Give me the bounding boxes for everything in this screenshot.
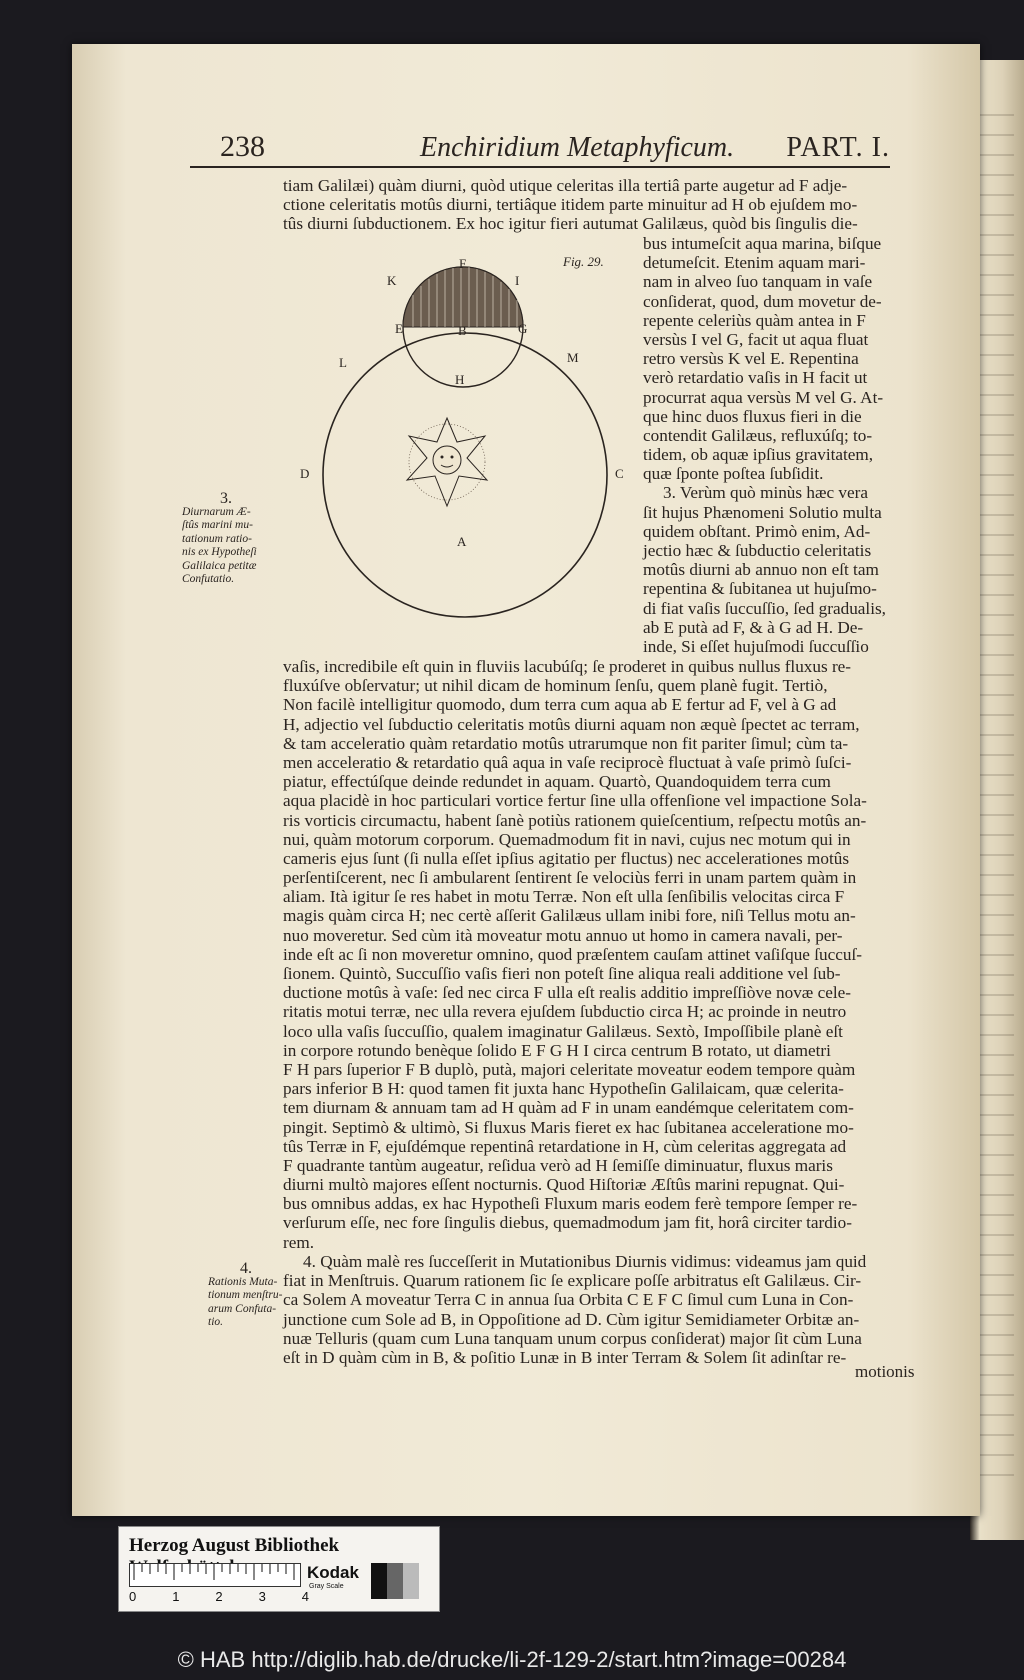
label-K: K — [387, 273, 397, 288]
text-line: cameris ejus ſunt (ſi nulla eſſet ipſius agitatio per fluctus) nec accelerationes motûs — [283, 848, 850, 868]
adjacent-page-text — [980, 100, 1014, 1480]
text-line: 4. Quàm malè res ſucceſſerit in Mutationibus Diurnis vidimus: videamus jam quid — [303, 1252, 867, 1271]
label-G: G — [518, 321, 528, 336]
sun-icon — [407, 418, 487, 506]
tick-label: 0 — [129, 1589, 137, 1604]
margin-note-line: Diurnarum Æ- — [182, 505, 251, 518]
text-line: verſurum eſſe, nec fore ſingulis diebus, quemadmodum jam fit, horâ circiter tardio- — [283, 1213, 852, 1233]
text-line: que hinc duos fluxus fieri in die — [643, 406, 862, 426]
annual-orbit-circle — [323, 333, 607, 617]
label-E: E — [395, 321, 403, 336]
text-line: jectio hæc & ſubductio celeritatis — [643, 541, 872, 560]
text-line: ctione celeritatis motûs diurni, tertiâque itidem parte minuitur ad H ob ejuſdem mo- — [283, 195, 858, 215]
text-line: F H pars ſuperior F B duplò, putà, majori celeritate moveatur eodem tempore quàm — [283, 1059, 856, 1079]
text-line: retro versùs K vel E. Repentina — [643, 349, 859, 369]
text-line: magis quàm circa H; nec certè aſſerit Galilæus ullam inibi fore, niſi Tellus motu an- — [283, 906, 856, 926]
text-line: tidem, ob aquæ ipſius gravitatem, — [643, 445, 874, 465]
text-line: fluxúſve obſervatur; ut nihil dicam de hominum ſenſu, quem planè fugit. Tertiò, — [283, 676, 828, 696]
section-4-text-block — [283, 1252, 897, 1367]
margin-note-line: arum Confuta- — [208, 1302, 277, 1315]
narrow-text-block — [643, 234, 897, 656]
text-line: repentina & ſubitanea ut hujuſmo- — [643, 579, 877, 599]
text-line: tiam Galilæi) quàm diurni, quòd utique celeritas illa tertiâ parte augetur ad F adje- — [283, 176, 848, 195]
text-line: pars inferior B H: quod tamen fit juxta hanc Hypotheſin Galilaicam, quæ celerita- — [283, 1079, 844, 1099]
margin-note-4 — [208, 1262, 282, 1330]
library-color-card — [118, 1526, 440, 1612]
top-text-block — [283, 176, 897, 234]
text-line: nuæ Telluris (quam cum Luna tanquam unum corpus conſiderat) major ſit cùm Luna — [283, 1328, 862, 1348]
text-line: tûs diurni ſubductionem. Ex hoc igitur fieri autumat Galilæus, quòd bis ſingulis die- — [283, 214, 858, 234]
page-number: 238 — [220, 130, 265, 163]
text-line: nam in alveo ſuo tanquam in vaſe — [643, 272, 873, 292]
text-line: procurrat aqua versùs M vel G. At- — [643, 387, 884, 407]
margin-note-number: 4. — [240, 1260, 252, 1277]
margin-note-3 — [182, 492, 257, 587]
text-line: & tam acceleratio quàm retardatio motûs utrarumque non fit pariter ſimul; cùm ta- — [283, 733, 849, 753]
margin-note-line: ſtûs marini mu- — [182, 519, 253, 531]
tick-label: 1 — [172, 1589, 180, 1604]
text-line: ſit hujus Phænomeni Solutio multa — [643, 502, 882, 522]
text-line: Non facilè intelligitur quomodo, dum terra cum aqua ab E fertur ad F, vel à G ad — [283, 695, 837, 715]
text-line: verò retardatio vaſis in H facit ut — [643, 368, 868, 388]
label-F: F — [459, 256, 467, 271]
gray-swatch-dark — [371, 1563, 387, 1599]
gray-swatch-mid — [387, 1563, 403, 1599]
text-line: detumeſcit. Etenim aquam mari- — [643, 253, 866, 273]
page-header — [190, 126, 890, 168]
gray-swatch-light — [403, 1563, 419, 1599]
text-line: H, adjectio vel ſubductio celeritatis motûs diurni aquam non æquè ſpectet ac terram, — [283, 714, 860, 734]
text-line: bus intumeſcit aqua marina, biſque — [643, 234, 882, 253]
text-line: loco ulla vaſis ſuccuſſio, qualem imaginatur Galilæus. Sextò, Impoſſibile planè eſt — [283, 1021, 843, 1041]
ruler-tick-labels — [129, 1589, 309, 1604]
text-line: junctione cum Sole ad B, in Oppoſitione ad D. Cùm igitur Semidiameter Orbitæ an- — [283, 1309, 860, 1329]
astronomical-figure — [295, 250, 655, 640]
text-line: F quadrante tantùm augeatur, reſidua verò ad H ſemiſſe diminuatur, fluxus maris — [283, 1155, 833, 1175]
running-title: Enchiridium Metaphyficum. — [420, 132, 735, 163]
margin-note-line: Galilaica petitæ — [182, 559, 257, 572]
text-line: fiat in Menſtruis. Quarum rationem ſic ſe explicare poſſe arbitratus eſt Galilæus. Cir- — [283, 1271, 862, 1291]
text-line: motûs diurni ab annuo non eſt tam — [643, 560, 879, 580]
body-text-block — [283, 657, 897, 1252]
text-line: diurni multò majores eſſent nocturnis. Quod Hiſtoriæ Æſtûs marini repugnat. Qui- — [283, 1175, 845, 1195]
text-line: nui, quàm motorum corporum. Quemadmodum fit in navi, cujus nec motum qui in — [283, 829, 851, 849]
text-line: nuo moveretur. Sed cùm ità moveatur motu annuo ut homo in camera navali, per- — [283, 925, 843, 945]
text-line: ca Solem A moveatur Terra C in annua ſua Orbita C E F C ſimul cum Luna in Con- — [283, 1290, 854, 1310]
label-H: H — [455, 372, 465, 387]
tick-label: 3 — [258, 1589, 266, 1604]
text-line: eſt in D quàm cùm in B, & poſitio Lunæ in B inter Terram & Solem ſit adinſtar re- — [283, 1347, 847, 1367]
margin-note-line: Confutatio. — [182, 573, 235, 585]
text-line: contendit Galilæus, refluxúſq; to- — [643, 425, 873, 445]
gray-scale-label: Gray Scale — [309, 1583, 344, 1590]
footer-credit: © HAB http://diglib.hab.de/drucke/li-2f-129-2/start.htm?image=00284 — [0, 1640, 1024, 1680]
ruler-ticks — [130, 1564, 300, 1586]
text-line: perſentiſcerent, nec ſi ambularent ſentirent ſe velociùs ferri in unam partem quàm in — [283, 868, 857, 888]
margin-note-line: Rationis Muta- — [208, 1275, 278, 1288]
text-line: inde, Si eſſet hujuſmodi ſuccuſſio — [643, 636, 869, 656]
library-name: Herzog August Bibliothek — [129, 1535, 340, 1556]
label-A: A — [457, 534, 467, 549]
text-line: ſionem. Quintò, Succuſſio vaſis fieri non poteſt ſine aliqua reali additione vel ſub- — [283, 964, 841, 983]
text-line: aliam. Ità igitur ſe res habet in motu Terræ. Non eſt ulla ſenſibilis velocitas circa F — [283, 887, 845, 907]
text-line: di fiat vaſis ſuccuſſio, ſed gradualis, — [643, 598, 886, 618]
margin-note-line: nis ex Hypotheſi — [182, 546, 257, 558]
tick-label: 4 — [301, 1589, 309, 1604]
text-line: quidem obſtant. Primò enim, Ad- — [643, 521, 871, 541]
margin-note-line: tionum menſtru- — [208, 1289, 283, 1301]
text-line: ris vorticis circumactu, habent ſanè potiùs rationem quieſcentium, reſpectu motûs an- — [283, 810, 867, 830]
text-line: repente celeriùs quàm antea in F — [643, 310, 866, 330]
label-B: B — [458, 323, 467, 338]
text-line: tem diurnam & annuam tam ad H quàm ad F in unam eandémque celeritatem com- — [283, 1098, 854, 1118]
text-line: in corpore rotundo benèque ſolido E F G H I circa centrum B rotato, ut diametri — [283, 1040, 831, 1060]
text-line: ritatis motui terræ, nec ulla revera ejuſdem ſubductio circa H; ac proinde in neutro — [283, 1002, 847, 1022]
text-line: rem. — [283, 1232, 315, 1252]
text-line: versùs I vel G, facit ut aqua fluat — [643, 329, 869, 349]
text-line: ductione motûs à vaſe: ſed nec circa F ulla eſt realis additio impreſſiòve novæ cele- — [283, 983, 851, 1003]
ruler-scale — [129, 1563, 301, 1587]
figure-caption: Fig. 29. — [563, 254, 604, 269]
text-line: vaſis, incredibile eſt quin in fluviis lacubúſq; ſe proderet in quibus nullus fluxus re- — [283, 657, 852, 676]
margin-note-line: tio. — [208, 1316, 224, 1328]
label-L: L — [339, 355, 347, 370]
tick-label: 2 — [215, 1589, 223, 1604]
text-line: bus omnibus addas, ex hac Hypotheſi Fluxum maris eodem ferè tempore ſemper re- — [283, 1194, 858, 1214]
kodak-logo: Kodak — [307, 1563, 359, 1582]
margin-note-number: 3. — [220, 490, 232, 507]
text-line: aqua placidè in hoc particulari vortice fertur ſine ulla offenſione vel impactione Sola- — [283, 791, 867, 811]
text-line: tûs Terræ in F, ejuſdémque repentinâ retardatione in H, cùm celeritas aggregata ad — [283, 1136, 847, 1156]
text-line: conſiderat, quod, dum movetur de- — [643, 291, 882, 311]
text-line: quæ ſponte poſtea ſubſidit. — [643, 464, 824, 484]
label-D: D — [300, 466, 310, 481]
margin-note-line: tationum ratio- — [182, 532, 252, 545]
text-line: men acceleratio & retardatio quâ aqua in vaſe reciprocè fluctuat à vaſe primò ſuſci- — [283, 752, 852, 772]
label-M: M — [567, 350, 579, 365]
text-line: 3. Verùm quò minùs hæc vera — [663, 483, 868, 503]
label-I: I — [515, 273, 520, 288]
text-line: piatur, effectúſque deinde redundet in aquam. Quartò, Quandoquidem terra cum — [283, 772, 831, 792]
label-C: C — [615, 466, 624, 481]
text-line: pingit. Septimò & ultimò, Si fluxus Maris fieret ex hac ſubitanea acceleratione mo- — [283, 1117, 854, 1137]
part-label: PART. I. — [786, 132, 890, 163]
catchword: motionis — [855, 1362, 915, 1381]
text-line: inde eſt ac ſi non moveretur omnino, quod præſentem cauſam attinet vaſiſque ſuccuſ- — [283, 944, 862, 964]
text-line: ab E putà ad F, & à G ad H. De- — [643, 617, 864, 637]
